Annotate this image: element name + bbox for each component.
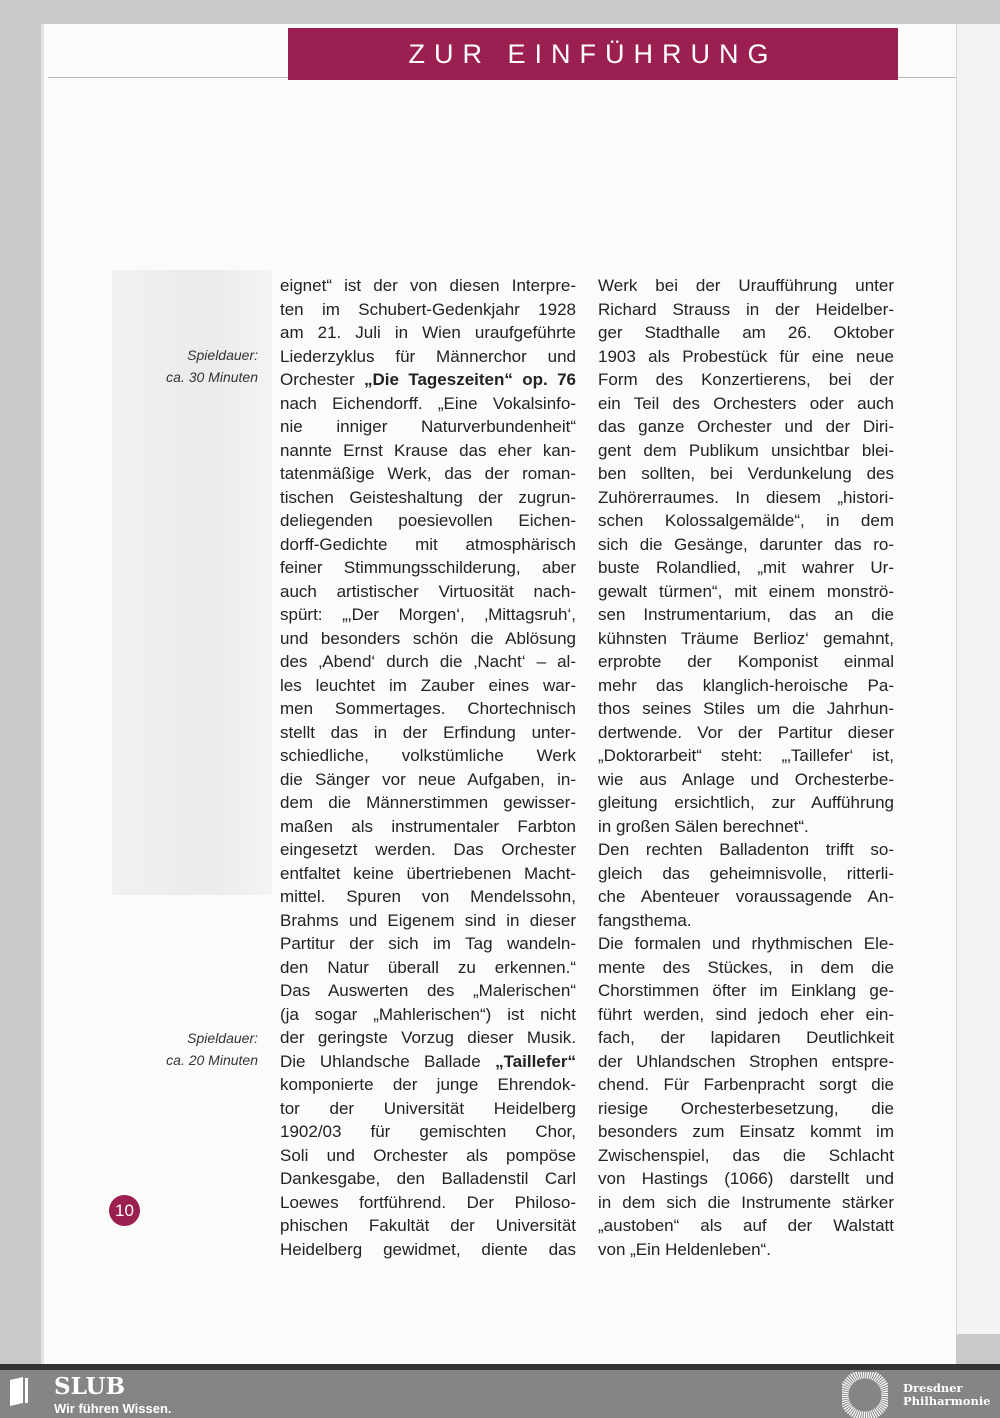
text-run: schiedliche, volkstümliche Werk [280,746,576,765]
text-run: dorff-Gedichte mit atmosphärisch [280,534,576,554]
text-line [598,415,894,439]
text-run: spürt: „‚Der Morgen‘, ‚Mittagsruh‘, [280,605,576,624]
text-run: des ‚Abend‘ durch die ‚Nacht‘ – al- [280,652,576,671]
text-line [280,932,576,956]
text-line [598,1003,894,1027]
text-run: gleich das geheimnisvolle, ritterli- [598,863,894,883]
text-line [280,415,576,439]
text-run: das ganze Orchester und der Diri- [598,417,894,436]
text-line [280,1073,576,1097]
text-run: Partitur der sich im Tag wandeln- [280,934,576,953]
text-line [280,674,576,698]
text-run: Liederzyklus für Männerchor und [280,346,576,366]
text-line [280,791,576,815]
text-run: entfaltet keine übertriebenen Macht- [280,863,576,883]
text-run: komponierte der junge Ehrendok- [280,1075,576,1094]
duration-value: ca. 20 Minuten [166,1052,258,1068]
text-line [598,580,894,604]
text-run: Die Uhlandsche Ballade [280,1051,496,1071]
text-line [280,1120,576,1144]
text-run: gleitung ersichtlich, zur Aufführung [598,793,894,812]
text-line [280,956,576,980]
text-column-2 [598,274,894,1261]
text-run: wie aus Anlage und Orchesterbe- [598,769,894,789]
text-run: führt werden, sind jedoch eher ein- [598,1004,894,1024]
text-line [598,697,894,721]
text-run: nannte Ernst Krause das eher kan- [280,440,576,460]
text-line [280,580,576,604]
duration-label: Spieldauer: [187,1030,258,1046]
text-run: Dankesgabe, den Balladenstil Carl [280,1169,576,1188]
text-run: nach Eichendorff. „Eine Vokalsinfo- [280,393,576,413]
section-title: ZUR EINFÜHRUNG [408,38,778,69]
text-line [598,392,894,416]
text-line [598,298,894,322]
text-line [598,627,894,651]
text-line [280,345,576,369]
partner-name-line-1: Dresdner [903,1381,963,1395]
text-line [598,956,894,980]
text-line [598,345,894,369]
text-run: eingesetzt werden. Das Orchester [280,840,576,859]
text-run: deliegenden poesievollen Eichen- [280,511,576,530]
text-line [280,1050,576,1074]
text-line [280,744,576,768]
text-run: in großen Sälen berechnet“. [598,816,809,836]
text-run: phischen Fakultät der Universität [280,1216,576,1235]
text-line [598,862,894,886]
text-line [280,509,576,533]
text-line [280,462,576,486]
text-line [598,1026,894,1050]
text-run: feiner Stimmungsschilderung, aber [280,558,576,577]
partner-name-line-2: Philharmonie [903,1394,991,1408]
text-line [598,650,894,674]
text-line [280,1003,576,1027]
duration-note-2 [120,1027,258,1071]
text-run: men Sommertages. Chortechnisch [280,699,576,718]
text-run: Soli und Orchester als pompöse [280,1145,576,1165]
text-run: (ja sogar „Mahlerischen“) ist nicht [280,1004,576,1024]
text-run: ein Teil des Orchesters oder auch [598,393,894,413]
duration-label: Spieldauer: [187,347,258,363]
text-line [280,298,576,322]
text-run: tatenmäßige Werk, das der roman- [280,464,576,483]
text-line [280,1191,576,1215]
text-run: Orchester [280,370,364,389]
text-line [598,368,894,392]
text-run: von „Ein Heldenleben“. [598,1239,771,1259]
text-run: Richard Strauss in der Heidelber- [598,299,894,319]
text-line [598,439,894,463]
text-line [598,533,894,557]
text-run: che Abenteuer voraussagende An- [598,887,894,906]
text-line [598,1050,894,1074]
text-run: ben sollten, bei Verdunkelung des [598,464,894,483]
text-run: von Hastings (1066) darstellt und [598,1169,894,1188]
text-run: stellt das in der Erfindung unter- [280,722,576,742]
text-run: den Natur überall zu erkennen.“ [280,957,576,977]
text-line [598,791,894,815]
text-run: les leuchtet im Zauber eines war- [280,675,576,695]
text-run: kühnsten Träume Berlioz‘ gemahnt, [598,628,894,648]
duration-note-1 [120,344,258,388]
text-run: riesige Orchesterbesetzung, die [598,1098,894,1118]
slub-logo-text: SLUB [54,1373,126,1400]
text-run: mehr das klanglich-heroische Pa- [598,675,894,695]
text-run: „Doktorarbeit“ steht: „‚Taillefer‘ ist, [598,746,894,765]
text-line [280,1026,576,1050]
text-line [598,1120,894,1144]
text-line [280,1238,576,1262]
text-line [280,439,576,463]
text-line [280,885,576,909]
text-line [598,674,894,698]
text-run: gent dem Publikum unsichtbar blei- [598,440,894,460]
text-line [598,1238,894,1262]
text-line [598,979,894,1003]
text-run: der geringste Vorzug dieser Musik. [280,1028,576,1047]
text-line [280,838,576,862]
text-run: schen Kolossalgemälde“, in dem [598,511,894,530]
text-line [598,1097,894,1121]
text-run: 1902/03 für gemischten Chor, [280,1122,576,1141]
text-run: chend. Für Farbenpracht sorgt die [598,1075,894,1094]
section-header [288,28,898,80]
text-line [280,1144,576,1168]
text-line [280,392,576,416]
text-run: maßen als instrumentaler Farbton [280,816,576,836]
text-line [280,533,576,557]
text-line [598,815,894,839]
text-line [598,1144,894,1168]
text-run: tischen Geisteshaltung der zugrun- [280,487,576,507]
slub-book-icon [8,1376,30,1406]
text-line [280,815,576,839]
text-line [598,603,894,627]
text-run: dertwende. Vor der Partitur dieser [598,722,894,742]
text-run: gewalt türmen“, mit einem monströ- [598,581,894,601]
text-run: fach, der lapidaren Deutlichkeit [598,1028,894,1047]
text-run: Heidelberg gewidmet, diente das [280,1239,576,1259]
text-run: 1903 als Probestück für eine neue [598,346,894,366]
text-line [280,556,576,580]
text-run: Die formalen und rhythmischen Ele- [598,934,894,953]
text-run: die Sänger vor neue Aufgaben, in- [280,769,576,789]
text-run: der Uhlandschen Strophen entspre- [598,1051,894,1071]
page-number: 10 [109,1195,140,1226]
text-run: erprobte der Komponist einmal [598,652,894,671]
text-run: am 21. Juli in Wien uraufgeführte [280,323,576,342]
text-run: buste Rolandlied, „mit wahrer Ur- [598,558,894,577]
text-line [598,721,894,745]
text-line [598,885,894,909]
text-line [280,862,576,886]
text-line [280,627,576,651]
text-line [598,1073,894,1097]
slub-tagline: Wir führen Wissen. [54,1401,172,1416]
text-run: eignet“ ist der von diesen Interpre- [280,276,576,295]
text-run: „austoben“ als auf der Walstatt [598,1216,894,1235]
text-line [280,650,576,674]
text-run: mittel. Spuren von Mendelssohn, [280,887,576,906]
text-line [280,1167,576,1191]
text-line [280,721,576,745]
text-line [280,909,576,933]
text-run: ten im Schubert-Gedenkjahr 1928 [280,299,576,319]
text-run: dem die Männerstimmen gewisser- [280,793,576,812]
text-run: Brahms und Eigenem sind in dieser [280,910,576,930]
text-line [280,321,576,345]
text-run: und besonders schön die Ablösung [280,628,576,648]
text-run: ger Stadthalle am 26. Oktober [598,323,894,342]
text-run: sich die Gesänge, darunter das ro- [598,534,894,554]
text-line [280,768,576,792]
text-line [598,556,894,580]
text-run: Werk bei der Uraufführung unter [598,276,894,295]
text-run: nie inniger Naturverbundenheit“ [280,417,576,436]
text-line [598,932,894,956]
text-line [598,1191,894,1215]
text-line [598,768,894,792]
text-line [598,274,894,298]
text-line [280,1214,576,1238]
text-run: mente des Stückes, in dem die [598,957,894,977]
text-run: Den rechten Balladenton trifft so- [598,840,894,859]
text-run: in dem sich die Instrumente stärker [598,1192,894,1212]
text-line [598,321,894,345]
text-line [598,462,894,486]
text-run: Das Auswerten des „Malerischen“ [280,981,576,1000]
text-run: fangsthema. [598,910,692,930]
footer-bar [0,1370,1000,1418]
text-line [280,1097,576,1121]
text-line [280,486,576,510]
text-run: Form des Konzertierens, bei der [598,370,894,389]
text-line [280,697,576,721]
text-run: Zuhörerraumes. In diesem „histori- [598,487,894,507]
text-line [598,1167,894,1191]
duration-value: ca. 30 Minuten [166,369,258,385]
text-line [598,1214,894,1238]
text-line [280,979,576,1003]
text-line [280,603,576,627]
text-line [598,509,894,533]
text-run: thos seines Stiles um die Jahrhun- [598,699,894,718]
text-run: auch artistischer Virtuosität nach- [280,581,576,601]
text-line [598,744,894,768]
text-line [280,368,576,392]
text-run: Loewes fortführend. Der Philoso- [280,1192,576,1212]
philharmonie-logo-text [903,1382,991,1408]
text-run: Chorstimmen öfter im Einklang ge- [598,981,894,1000]
text-run: besonders zum Einsatz kommt im [598,1122,894,1141]
text-line [598,838,894,862]
next-page-edge [956,24,1000,1334]
text-run: tor der Universität Heidelberg [280,1098,576,1118]
philharmonie-sun-icon [842,1372,888,1418]
text-column-1 [280,274,576,1261]
bold-work-title: „Die Tageszeiten“ op. 76 [364,370,576,389]
bold-work-title: „Taillefer“ [495,1051,576,1071]
text-run: sen Instrumentarium, das an die [598,605,894,624]
text-line [598,486,894,510]
text-line [598,909,894,933]
text-line [280,274,576,298]
text-run: Zwischenspiel, das die Schlacht [598,1145,894,1165]
